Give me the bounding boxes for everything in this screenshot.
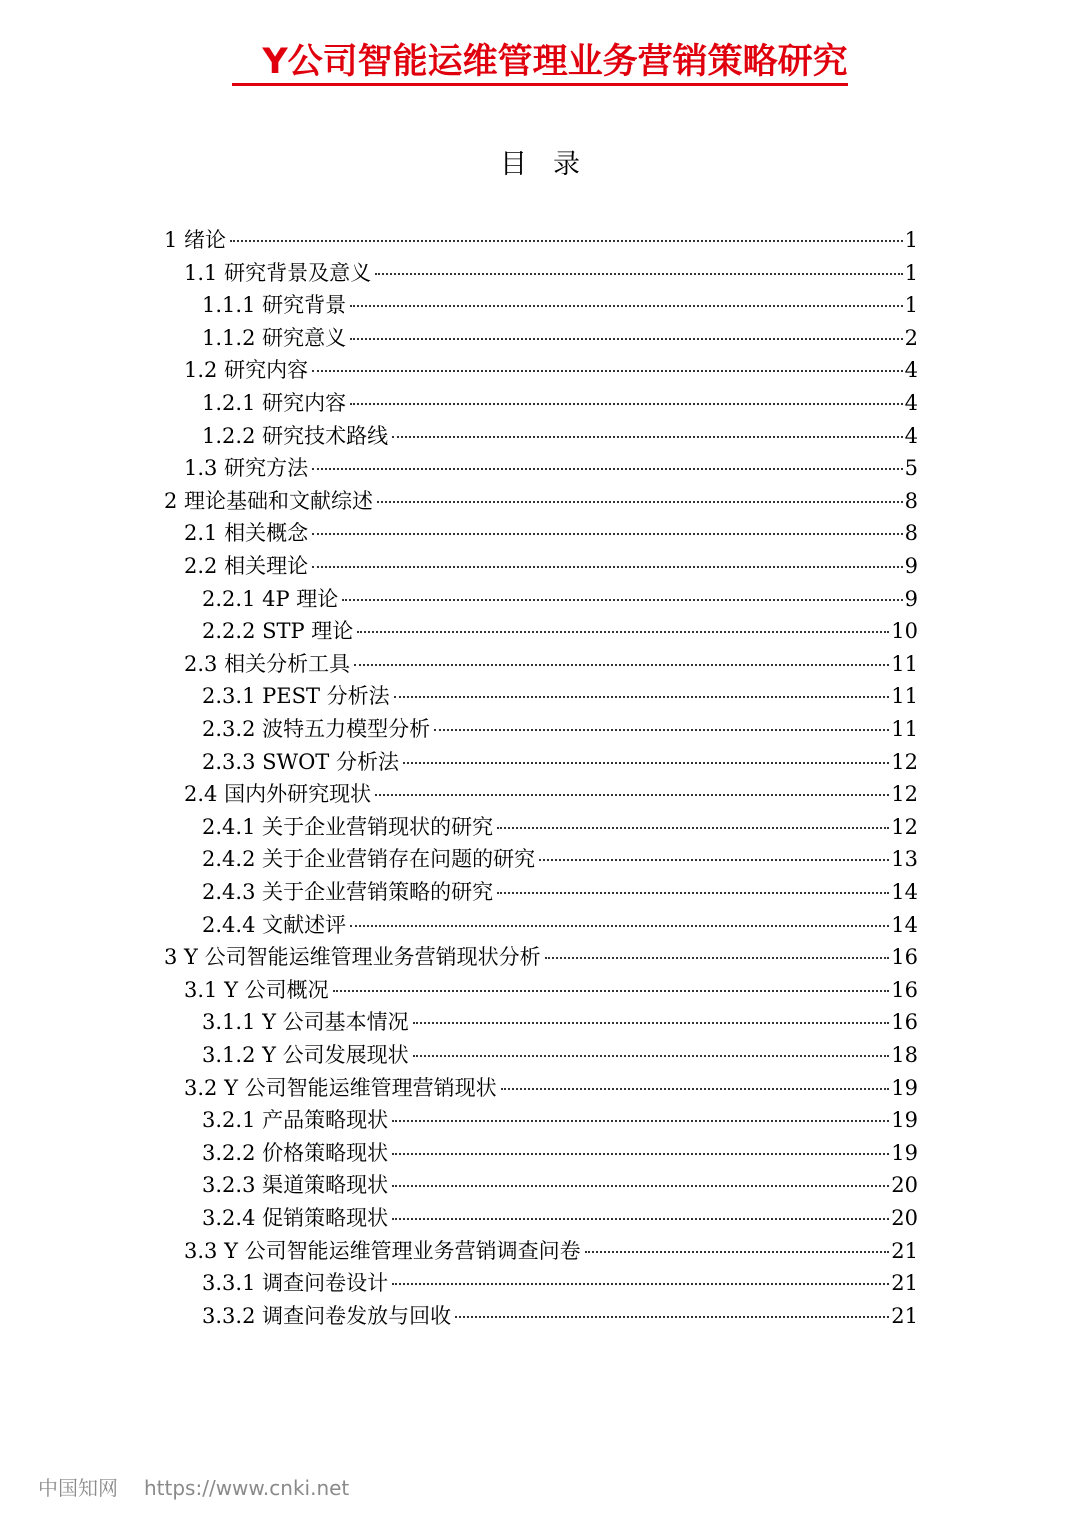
toc-entry-page: 21 — [891, 1304, 918, 1328]
toc-entry[interactable] — [202, 713, 918, 745]
toc-dot-leader — [350, 402, 903, 405]
toc-entry[interactable] — [184, 550, 918, 582]
toc-dot-leader — [585, 1250, 890, 1253]
toc-entry[interactable] — [202, 289, 918, 321]
toc-entry-label: 3.2.4 促销策略现状 — [202, 1206, 389, 1230]
toc-entry[interactable] — [202, 811, 918, 843]
toc-entry-label: 1.3 研究方法 — [184, 456, 309, 480]
toc-entry-label: 2.3.2 波特五力模型分析 — [202, 717, 431, 741]
toc-entry[interactable] — [202, 1169, 918, 1201]
toc-dot-leader — [545, 956, 890, 959]
toc-entry[interactable] — [202, 1267, 918, 1299]
toc-entry[interactable] — [202, 615, 918, 647]
toc-entry-page: 4 — [904, 424, 918, 448]
toc-dot-leader — [312, 467, 903, 470]
toc-entry-label: 1.2.2 研究技术路线 — [202, 424, 389, 448]
toc-entry-label: 2 理论基础和文献综述 — [164, 489, 374, 513]
toc-entry[interactable] — [202, 420, 918, 452]
toc-entry[interactable] — [202, 1104, 918, 1136]
toc-entry-page: 10 — [891, 619, 918, 643]
toc-entry-page: 19 — [891, 1108, 918, 1132]
toc-dot-leader — [392, 1217, 889, 1220]
toc-entry-label: 3.1 Y 公司概况 — [184, 978, 329, 1002]
toc-entry[interactable] — [184, 974, 918, 1006]
toc-dot-leader — [354, 663, 889, 666]
toc-dot-leader — [392, 435, 903, 438]
toc-entry-page: 1 — [904, 293, 918, 317]
toc-entry-page: 11 — [891, 684, 918, 708]
watermark-site: https://www.cnki.net — [144, 1476, 350, 1500]
toc-entry[interactable] — [184, 778, 918, 810]
toc-dot-leader — [357, 630, 889, 633]
toc-entry-page: 19 — [891, 1076, 918, 1100]
toc-entry-page: 12 — [891, 782, 918, 806]
toc-entry[interactable] — [202, 1300, 918, 1332]
toc-entry-label: 2.4.2 关于企业营销存在问题的研究 — [202, 847, 536, 871]
toc-entry-page: 8 — [904, 521, 918, 545]
toc-entry-page: 9 — [904, 554, 918, 578]
toc-entry-page: 21 — [891, 1271, 918, 1295]
toc-dot-leader — [342, 598, 902, 601]
toc-dot-leader — [392, 1184, 889, 1187]
toc-entry[interactable] — [202, 322, 918, 354]
toc-entry[interactable] — [202, 1202, 918, 1234]
toc-entry[interactable] — [184, 1072, 918, 1104]
toc-entry-page: 9 — [904, 587, 918, 611]
toc-dot-leader — [392, 1119, 889, 1122]
toc-entry-label: 3 Y 公司智能运维管理业务营销现状分析 — [164, 945, 541, 969]
toc-entry-label: 2.2.2 STP 理论 — [202, 619, 354, 643]
toc-entry-label: 1.1.2 研究意义 — [202, 326, 347, 350]
toc-entry-page: 14 — [891, 913, 918, 937]
toc-dot-leader — [455, 1315, 889, 1318]
toc-dot-leader — [501, 1087, 890, 1090]
toc-entry-page: 13 — [891, 847, 918, 871]
toc-entry[interactable] — [202, 1006, 918, 1038]
toc-dot-leader — [413, 1021, 890, 1024]
toc-dot-leader — [333, 989, 890, 992]
toc-dot-leader — [230, 239, 903, 242]
toc-dot-leader — [497, 826, 889, 829]
toc-entry-page: 12 — [891, 815, 918, 839]
toc-entry-label: 1.2.1 研究内容 — [202, 391, 347, 415]
toc-entry-label: 3.2 Y 公司智能运维管理营销现状 — [184, 1076, 497, 1100]
toc-entry-label: 1.2 研究内容 — [184, 358, 309, 382]
toc-entry-page: 5 — [904, 456, 918, 480]
toc-entry[interactable] — [184, 517, 918, 549]
toc-dot-leader — [403, 761, 889, 764]
toc-dot-leader — [434, 728, 889, 731]
toc-entry-label: 2.2.1 4P 理论 — [202, 587, 339, 611]
toc-dot-leader — [392, 1152, 889, 1155]
toc-entry-page: 1 — [904, 228, 918, 252]
toc-entry-page: 16 — [891, 978, 918, 1002]
toc-entry-page: 19 — [891, 1141, 918, 1165]
toc-entry[interactable] — [184, 257, 918, 289]
toc-entry-page: 1 — [904, 261, 918, 285]
toc-entry-label: 2.3.1 PEST 分析法 — [202, 684, 390, 708]
toc-entry[interactable] — [202, 680, 918, 712]
toc-entry-label: 2.2 相关理论 — [184, 554, 309, 578]
toc-entry-page: 11 — [891, 652, 918, 676]
document-title-text: Y公司智能运维管理业务营销策略研究 — [232, 41, 847, 86]
toc-entry[interactable] — [202, 583, 918, 615]
toc-entry[interactable] — [202, 1039, 918, 1071]
watermark-brand: 中国知网 — [38, 1476, 118, 1500]
toc-entry-label: 3.2.2 价格策略现状 — [202, 1141, 389, 1165]
toc-dot-leader — [413, 1054, 890, 1057]
toc-dot-leader — [497, 891, 889, 894]
toc-entry-page: 11 — [891, 717, 918, 741]
toc-entry[interactable] — [202, 387, 918, 419]
toc-entry-label: 3.1.2 Y 公司发展现状 — [202, 1043, 409, 1067]
toc-entry[interactable] — [184, 452, 918, 484]
toc-entry-label: 3.1.1 Y 公司基本情况 — [202, 1010, 409, 1034]
document-title — [0, 38, 1080, 86]
toc-entry-page: 20 — [891, 1206, 918, 1230]
toc-entry-label: 3.2.3 渠道策略现状 — [202, 1173, 389, 1197]
cnki-watermark — [38, 1472, 349, 1501]
toc-dot-leader — [375, 793, 889, 796]
toc-entry-label: 3.3.2 调查问卷发放与回收 — [202, 1304, 452, 1328]
toc-entry-page: 21 — [891, 1239, 918, 1263]
toc-entry[interactable] — [164, 941, 918, 973]
toc-entry[interactable] — [202, 746, 918, 778]
toc-heading: 目录 — [500, 149, 606, 180]
toc-entry[interactable] — [184, 354, 918, 386]
toc-entry[interactable] — [202, 876, 918, 908]
toc-dot-leader — [539, 858, 889, 861]
toc-entry-page: 16 — [891, 945, 918, 969]
toc-entry[interactable] — [164, 224, 918, 256]
toc-entry-label: 2.4 国内外研究现状 — [184, 782, 372, 806]
toc-dot-leader — [377, 500, 903, 503]
toc-entry-page: 20 — [891, 1173, 918, 1197]
toc-entry-label: 2.4.1 关于企业营销现状的研究 — [202, 815, 494, 839]
toc-entry-label: 1.1 研究背景及意义 — [184, 261, 372, 285]
toc-dot-leader — [392, 1282, 889, 1285]
toc-entry-page: 18 — [891, 1043, 918, 1067]
toc-dot-leader — [350, 924, 889, 927]
toc-entry[interactable] — [184, 1235, 918, 1267]
toc-entry-label: 1.1.1 研究背景 — [202, 293, 347, 317]
toc-entry-label: 2.4.3 关于企业营销策略的研究 — [202, 880, 494, 904]
toc-dot-leader — [350, 304, 903, 307]
toc-dot-leader — [375, 272, 903, 275]
toc-entry-label: 1 绪论 — [164, 228, 227, 252]
toc-entry-page: 4 — [904, 358, 918, 382]
toc-dot-leader — [312, 369, 903, 372]
toc-entry-label: 3.3.1 调查问卷设计 — [202, 1271, 389, 1295]
toc-dot-leader — [312, 565, 903, 568]
toc-entry[interactable] — [164, 485, 918, 517]
toc-entry-label: 2.1 相关概念 — [184, 521, 309, 545]
toc-entry-page: 16 — [891, 1010, 918, 1034]
toc-dot-leader — [312, 532, 903, 535]
toc-dot-leader — [394, 695, 890, 698]
toc-entry-page: 4 — [904, 391, 918, 415]
toc-entry-page: 14 — [891, 880, 918, 904]
toc-entry[interactable] — [184, 648, 918, 680]
toc-entry-label: 3.2.1 产品策略现状 — [202, 1108, 389, 1132]
toc-entry[interactable] — [202, 843, 918, 875]
toc-entry-page: 2 — [904, 326, 918, 350]
toc-entry-label: 3.3 Y 公司智能运维管理业务营销调查问卷 — [184, 1239, 581, 1263]
toc-entry[interactable] — [202, 1137, 918, 1169]
toc-entry-label: 2.3.3 SWOT 分析法 — [202, 750, 399, 774]
toc-entry-label: 2.4.4 文献述评 — [202, 913, 347, 937]
toc-entry[interactable] — [202, 909, 918, 941]
toc-dot-leader — [350, 337, 903, 340]
toc-entry-page: 8 — [904, 489, 918, 513]
toc-entry-label: 2.3 相关分析工具 — [184, 652, 351, 676]
toc-entry-page: 12 — [891, 750, 918, 774]
